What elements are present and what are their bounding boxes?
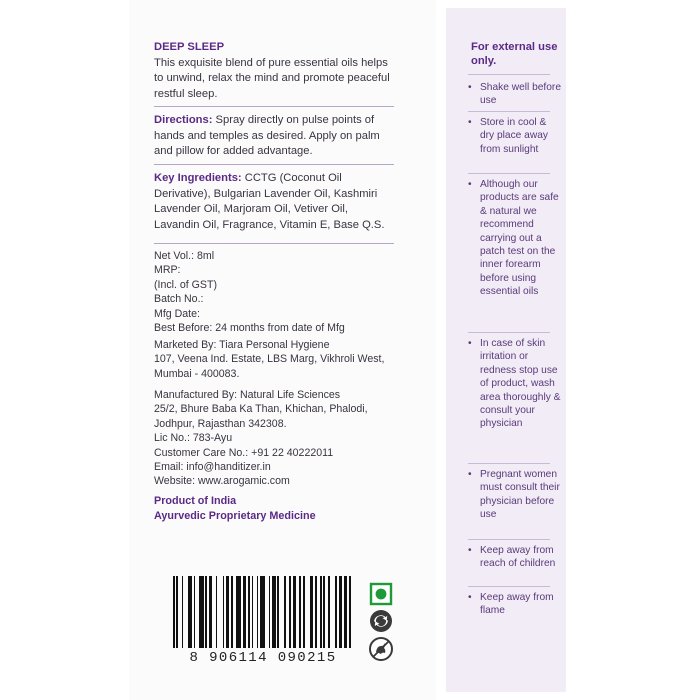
net-volume: Net Vol.: 8ml [154, 250, 215, 262]
details-section [154, 249, 394, 335]
bullet-item: • In case of skin irritation or redness stop use of product, wash area thoroughly & consult your physician [468, 337, 562, 431]
website: Website: www.arogamic.com [154, 475, 290, 488]
license-no: Lic No.: 783-Ayu [154, 432, 233, 445]
bullet-item: • Although our products are safe & natural we recommend carrying out a patch test on the inner forearm before using essential oils [468, 178, 562, 299]
mfg-date: Mfg Date: [154, 307, 200, 320]
veg-mark-icon [368, 581, 394, 607]
bullet-item: • Pregnant women must consult their physician before use [468, 468, 562, 522]
product-description: This exquisite blend of pure essential oils helps to unwind, relax the mind and promote peaceful restful sleep. [154, 56, 390, 100]
customer-care: Customer Care No.: +91 22 40222011 [154, 446, 334, 459]
bullet-divider [468, 586, 550, 587]
marketed-by-line: 107, Veena Ind. Estate, LBS Marg, Vikhroli West, [154, 353, 385, 366]
bullet-divider [468, 332, 550, 333]
ingredients-label: Key Ingredients: [154, 172, 242, 184]
bullet-item: • Keep away from flame [468, 591, 562, 618]
manufactured-by-line: Jodhpur, Rajasthan 342308. [154, 417, 287, 430]
directions-label: Directions: [154, 114, 213, 126]
barcode-number: 8 906114 090215 [189, 650, 337, 666]
manufactured-by-section [154, 388, 394, 489]
gst-note: (Incl. of GST) [154, 278, 217, 291]
product-name: DEEP SLEEP [154, 41, 225, 53]
barcode-bar [351, 576, 353, 648]
barcode-bars [173, 576, 353, 648]
email: Email: info@handitizer.in [154, 461, 271, 474]
divider [154, 243, 394, 244]
directions-text: Spray directly on pulse points of hands and temples as desired. Apply on palm and pillow for added advantage. [154, 114, 380, 158]
bullet-divider [468, 463, 550, 464]
bullet-item: • Keep away from reach of children [468, 544, 562, 571]
bullet-divider [468, 173, 550, 174]
marketed-by-line: Marketed By: Tiara Personal Hygiene [154, 339, 330, 351]
product-section [154, 40, 394, 102]
marketed-by-section [154, 338, 394, 381]
best-before: Best Before: 24 months from date of Mfg [154, 322, 345, 335]
recycle-icon [368, 608, 394, 634]
batch-no: Batch No.: [154, 293, 204, 306]
directions-section [154, 113, 394, 160]
external-use-heading: For external use only. [471, 41, 558, 67]
no-animal-testing-icon [368, 636, 394, 662]
marketed-by-line: Mumbai - 400083. [154, 367, 240, 380]
bullet-item: • Store in cool & dry place away from sunlight [468, 116, 562, 156]
bullet-divider [468, 111, 550, 112]
medicine-type: Ayurvedic Proprietary Medicine [154, 509, 316, 522]
origin: Product of India [154, 495, 237, 507]
bullet-divider [468, 539, 550, 540]
ingredients-text: CCTG (Coconut Oil Derivative), Bulgarian Lavender Oil, Kashmiri Lavender Oil, Marjoram Oil, Vetiver Oil, Lavandin Oil, Fragrance, Vitamin E, Base Q.S. [154, 172, 385, 231]
barcode [166, 576, 360, 666]
divider [154, 164, 394, 165]
ingredients-section [154, 171, 394, 233]
manufactured-by-line: 25/2, Bhure Baba Ka Than, Khichan, Phalodi, [154, 403, 368, 416]
mrp: MRP: [154, 264, 181, 277]
bullet-divider [468, 74, 550, 75]
footer-section [154, 494, 394, 523]
bullet-item: • Shake well before use [468, 81, 562, 108]
manufactured-by-line: Manufactured By: Natural Life Sciences [154, 389, 341, 401]
divider [154, 106, 394, 107]
